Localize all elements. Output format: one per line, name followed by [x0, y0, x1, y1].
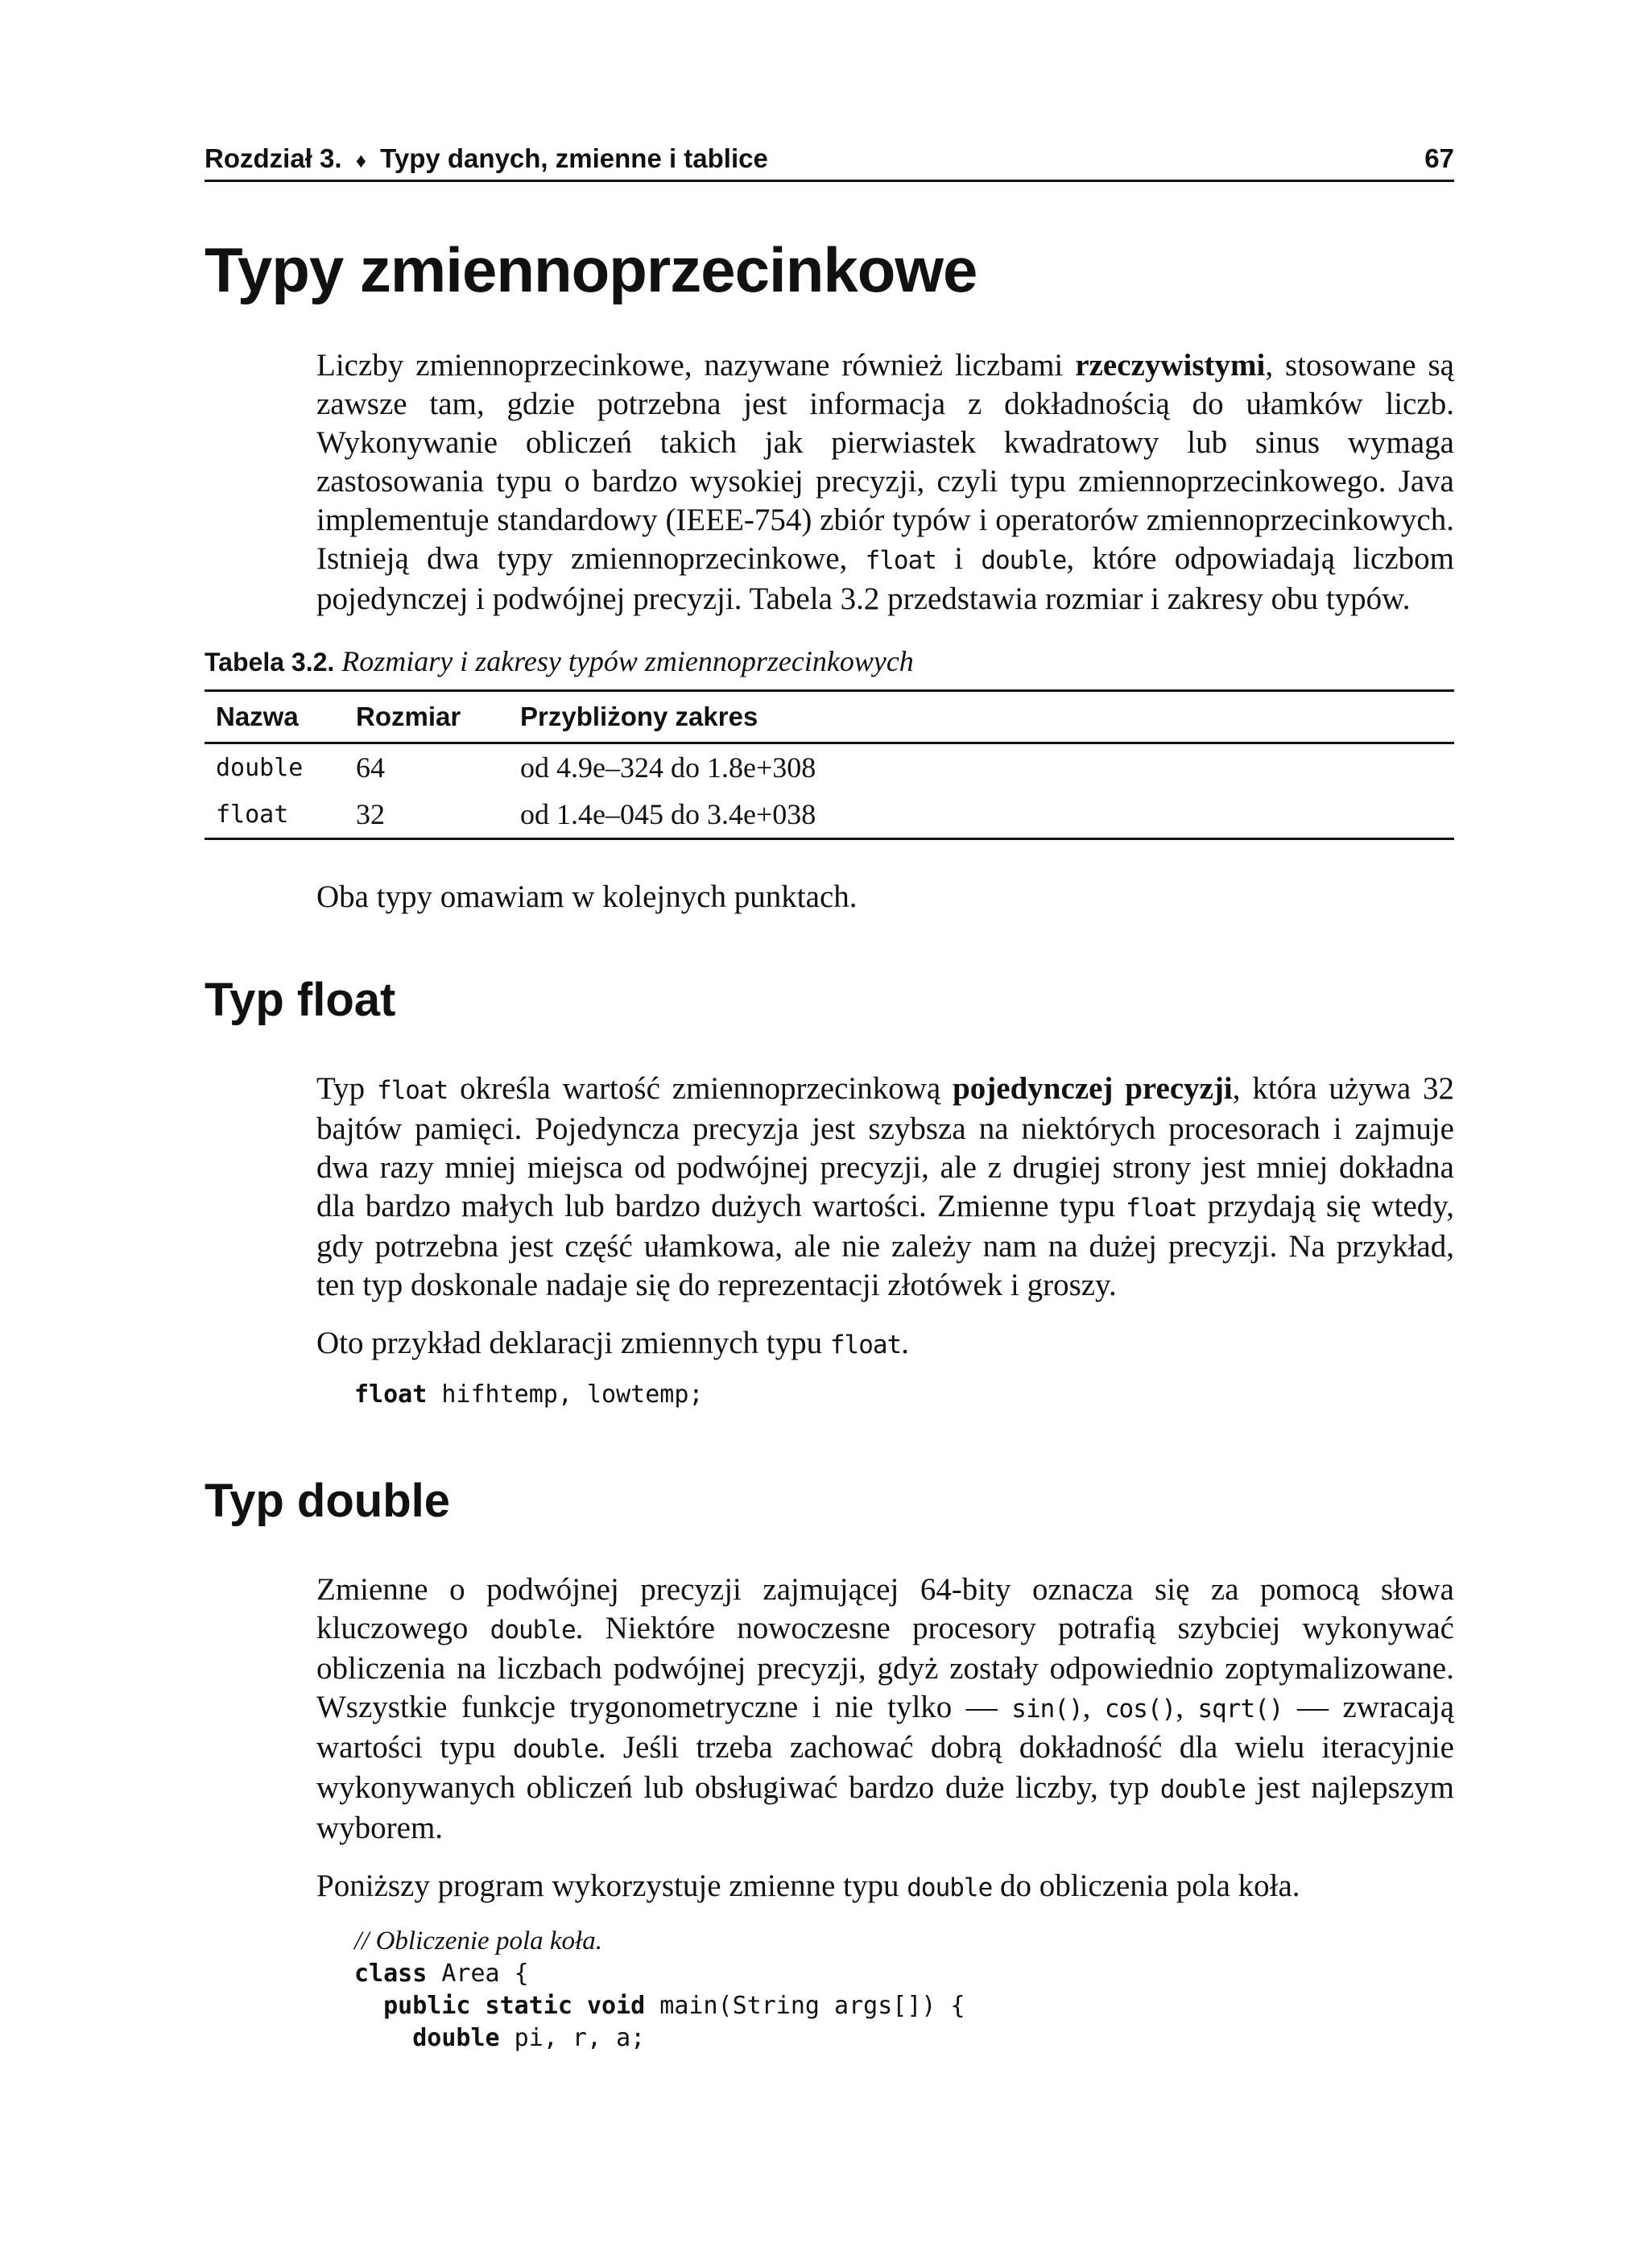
code-inline: double — [981, 546, 1067, 575]
table-cell: od 4.9e–324 do 1.8e+308 — [520, 751, 816, 784]
table-row — [205, 791, 1454, 839]
code-inline: float — [865, 546, 936, 575]
code-inline: cos() — [1104, 1695, 1176, 1724]
table-row — [205, 743, 1454, 792]
table-header-row — [205, 691, 1454, 743]
double-code-example: // Obliczenie pola koła. class Area { public static void main(String args[]) { double pi, r, a; — [354, 1927, 965, 2052]
float-example-intro: Oto przykład deklaracji zmiennych typu float. — [316, 1326, 909, 1360]
float-section-title: Typ float — [205, 974, 396, 1026]
emphasis: pojedynczej precyzji — [953, 1071, 1233, 1106]
code-comment: // Obliczenie pola koła. — [354, 1927, 602, 1956]
column-header: Nazwa — [205, 691, 345, 743]
float-code-example: float hifhtemp, lowtemp; — [354, 1380, 704, 1409]
table-cell: float — [205, 791, 345, 839]
header-title: Typy danych, zmienne i tablice — [380, 143, 768, 173]
code-inline: float — [1126, 1194, 1197, 1223]
header-chapter: Rozdział 3. — [205, 143, 342, 173]
code-inline: double — [907, 1873, 993, 1902]
header-left — [205, 143, 768, 174]
code-inline: sqrt() — [1197, 1695, 1283, 1724]
intro-paragraph: Liczby zmiennoprzecinkowe, nazywane również liczbami rzeczywistymi, stosowane są zawsze tam, gdzie potrzebna jest informacja z dokładnością do ułamków liczb. Wykonywanie obliczeń takich jak pierwiastek kwadratowy lub sinus wymaga zastosowania typu o bardzo wysokiej precyzji, czyli typu zmiennoprzecinkowego. Java implementuje standardowy (IEEE-754) zbiór typów i operatorów zmiennoprzecinkowych. Istnieją dwa typy zmiennoprzecinkowe, float i double, które odpowiadają liczbom pojedynczej i podwójnej precyzji. Tabela 3.2 przedstawia rozmiar i zakresy obu typów. — [316, 348, 1454, 616]
code-inline: float — [376, 1076, 448, 1105]
float-paragraph: Typ float określa wartość zmiennoprzecinkową pojedynczej precyzji, która używa 32 bajtów pamięci. Pojedyncza precyzja jest szybsza na niektórych procesorach i zajmuje dwa razy mniej miejsca od podwójnej precyzji, ale z drugiej strony jest mniej dokładna dla bardzo małych lub bardzo dużych wartości. Zmienne typu float przydają się wtedy, gdy potrzebna jest część ułamkowa, ale nie zależy nam na dużej precyzji. Na przykład, ten typ doskonale nadaje się do reprezentacji złotówek i groszy. — [316, 1071, 1454, 1302]
table-cell: od 1.4e–045 do 3.4e+038 — [509, 791, 1454, 839]
double-example-intro: Poniższy program wykorzystuje zmienne typu double do obliczenia pola koła. — [316, 1869, 1300, 1903]
code-inline: float — [829, 1331, 902, 1360]
table-cell: 32 — [345, 791, 509, 839]
emphasis: rzeczywistymi — [1075, 348, 1266, 383]
table-caption-text: Rozmiary i zakresy typów zmiennoprzecinkowych — [341, 645, 914, 677]
diamond-icon: ♦ — [355, 148, 366, 172]
table-caption — [205, 644, 914, 678]
page-number: 67 — [1424, 143, 1454, 173]
table-caption-label: Tabela 3.2. — [205, 648, 335, 677]
code-inline: double — [512, 1735, 598, 1764]
code-inline: double — [490, 1616, 576, 1645]
code-inline: sin() — [1011, 1695, 1083, 1724]
after-table-paragraph: Oba typy omawiam w kolejnych punktach. — [316, 879, 858, 914]
table-cell: double — [216, 753, 304, 782]
double-section-title: Typ double — [205, 1475, 451, 1527]
section-title: Typy zmiennoprzecinkowe — [205, 234, 977, 305]
running-header — [205, 140, 1454, 182]
code-inline: double — [1159, 1775, 1246, 1804]
column-header: Rozmiar — [345, 691, 509, 743]
types-table — [205, 689, 1454, 840]
double-paragraph: Zmienne o podwójnej precyzji zajmującej 64-bity oznacza się za pomocą słowa kluczowego double. Niektóre nowoczesne procesory potrafią szybciej wykonywać obliczenia na liczbach podwójnej precyzji, gdyż zostały odpowiednio zoptymalizowane. Wszystkie funkcje trygonometryczne i nie tylko — sin(), cos(), sqrt() — zwracają wartości typu double. Jeśli trzeba zachować dobrą dokładność dla wielu iteracyjnie wykonywanych obliczeń lub obsługiwać bardzo duże liczby, typ double jest najlepszym wyborem. — [316, 1572, 1455, 1845]
table-cell: 64 — [356, 751, 385, 784]
column-header: Przybliżony zakres — [509, 691, 1454, 743]
